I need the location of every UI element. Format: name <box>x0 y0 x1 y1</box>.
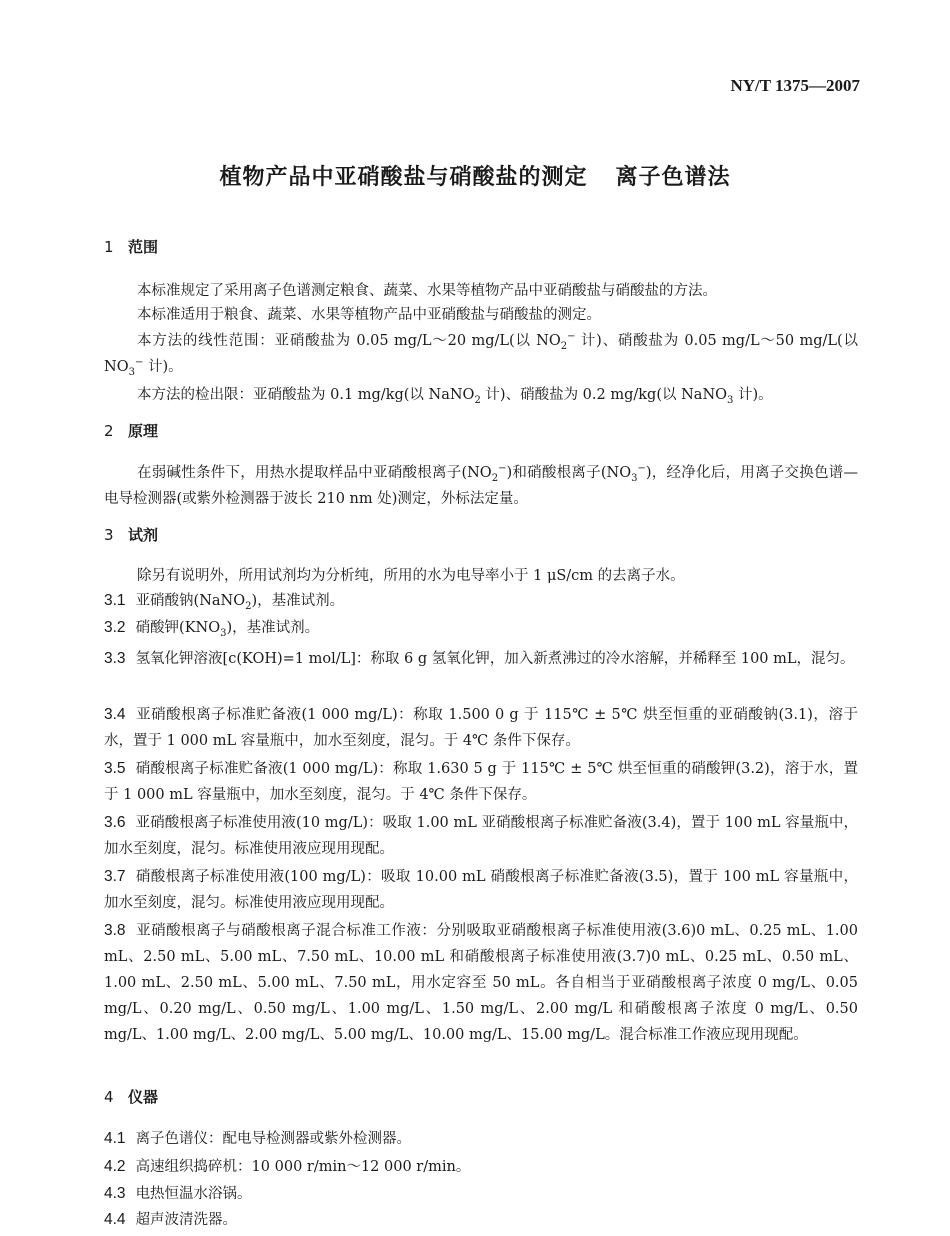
reagent-item-3-3: 3.3 氢氧化钾溶液[c(KOH)=1 mol/L]：称取 6 g 氢氧化钾，加入新煮沸过的冷水溶解，并稀释至 100 mL，混匀。 <box>104 650 855 667</box>
reagent-item-3-4: 3.4 亚硝酸根离子标准贮备液(1 000 mg/L)：称取 1.500 0 g 于 115℃ ± 5℃ 烘至恒重的亚硝酸钠(3.1)，溶于水，置于 1 000 mL 容量瓶中，加水至刻度，混匀。于 4℃ 条件下保存。 <box>104 706 858 749</box>
scope-paragraph-2: 本标准适用于粮食、蔬菜、水果等植物产品中亚硝酸盐与硝酸盐的测定。 <box>137 307 601 323</box>
reagent-item-3-6: 3.6 亚硝酸根离子标准使用液(10 mg/L)：吸取 1.00 mL 亚硝酸根离子标准贮备液(3.4)，置于 100 mL 容量瓶中，加水至刻度，混匀。标准使用液应现用现配。 <box>104 814 858 857</box>
apparatus-item-4-3: 4.3 电热恒温水浴锅。 <box>104 1185 252 1202</box>
scope-paragraph-1: 本标准规定了采用离子色谱测定粮食、蔬菜、水果等植物产品中亚硝酸盐与硝酸盐的方法。 <box>137 283 717 299</box>
principle-paragraph: 在弱碱性条件下，用热水提取样品中亚硝酸根离子$(NO_2^-)$和硝酸根离子$(NO_3^-)$，经净化后，用离子交换色谱—电导检测器(或紫外检测器于波长 210 nm 处)测定，外标法定量。 <box>104 463 859 507</box>
title-part2: 离子色谱法 <box>615 165 731 190</box>
reagents-intro: 除另有说明外，所用试剂均为分析纯，所用的水为电导率小于 1 μS/cm 的去离子水。 <box>137 568 685 584</box>
reagent-item-3-2: 3.2 硝酸钾$(KNO_3)$，基准试剂。 <box>104 619 320 639</box>
reagent-item-3-1: 3.1 亚硝酸钠(NaNO$_2$)，基准试剂。 <box>104 592 345 612</box>
reagent-item-3-8: 3.8 亚硝酸根离子与硝酸根离子混合标准工作液：分别吸取亚硝酸根离子标准使用液(3.6)0 mL、0.25 mL、1.00 mL、2.50 mL、5.00 mL、7.50 mL、10.00 mL 和硝酸根离子标准使用液(3.7)0 mL、0.25 mL、0.50 mL、1.00 mL、2.50 mL、5.00 mL、7.50 mL，用水定容至 50 mL。各自相当于亚硝酸根离子浓度 0 mg/L、0.05 mg/L、0.20 mg/L、0.50 mg/L、1.00 mg/L、1.50 mg/L、2.00 mg/L 和硝酸根离子浓度 0 mg/L、0.50 mg/L、1.00 mg/L、2.00 mg/L、5.00 mg/L、10.00 mg/L、15.00 mg/L。混合标准工作液应现用现配。 <box>104 922 858 1043</box>
section-scope-heading: 1 范围 <box>104 238 159 256</box>
standard-code: NY/T 1375—2007 <box>730 76 860 95</box>
section-reagents-heading: 3 试剂 <box>104 526 159 544</box>
scope-paragraph-3: 本方法的线性范围：亚硝酸盐为 0.05 mg/L～20 mg/L(以 $NO_2^-$ 计)、硝酸盐为 0.05 mg/L～50 mg/L(以 $NO_3^-$ 计)。 <box>104 331 858 378</box>
section-principle-heading: 2 原理 <box>104 422 159 440</box>
reagent-item-3-5: 3.5 硝酸根离子标准贮备液(1 000 mg/L)：称取 1.630 5 g 于 115℃ ± 5℃ 烘至恒重的硝酸钾(3.2)，溶于水，置于 1 000 mL 容量瓶中，加水至刻度，混匀。于 4℃ 条件下保存。 <box>104 760 858 803</box>
apparatus-item-4-1: 4.1 离子色谱仪：配电导检测器或紫外检测器。 <box>104 1130 412 1147</box>
scope-paragraph-4: 本方法的检出限：亚硝酸盐为 0.1 mg/kg(以 NaNO$_2$ 计)、硝酸盐为 0.2 mg/kg(以 NaNO$_3$ 计)。 <box>137 387 773 406</box>
title-part1: 植物产品中亚硝酸盐与硝酸盐的测定 <box>219 165 588 190</box>
reagent-item-3-7: 3.7 硝酸根离子标准使用液(100 mg/L)：吸取 10.00 mL 硝酸根离子标准贮备液(3.5)，置于 100 mL 容量瓶中，加水至刻度，混匀。标准使用液应现用现配。 <box>104 868 858 911</box>
apparatus-item-4-2: 4.2 高速组织捣碎机：10 000 r/min～12 000 r/min。 <box>104 1158 471 1175</box>
apparatus-item-4-4: 4.4 超声波清洗器。 <box>104 1211 238 1228</box>
section-apparatus-heading: 4 仪器 <box>104 1088 159 1106</box>
document-title <box>0 160 950 191</box>
